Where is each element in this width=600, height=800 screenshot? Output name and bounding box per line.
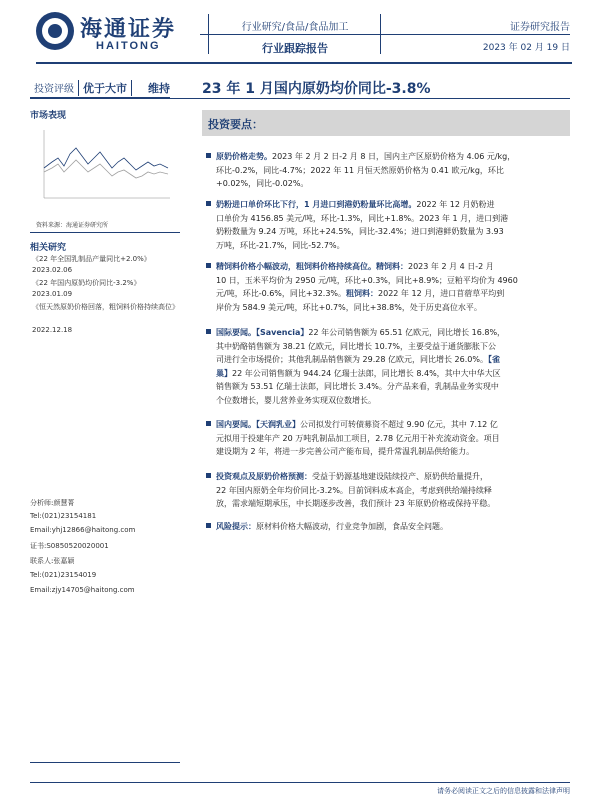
key-points-title: 投资要点： <box>208 118 263 131</box>
key-point-line <box>216 484 570 498</box>
key-point-body-text: 2023 年 2 月 2 日-2 月 8 日，国内主产区原奶价格为 4.06 元/kg， <box>272 152 516 161</box>
logo-emblem-icon <box>36 12 74 50</box>
key-point-line <box>216 212 570 226</box>
related-research-heading: 相关研究 <box>30 243 67 253</box>
key-point-text <box>216 418 570 459</box>
key-point-line <box>216 432 570 446</box>
bullet-square-icon <box>206 421 211 426</box>
key-point-bold-text: 奶粉进口单价环比下行，1 月进口到港奶粉量环比高增。 <box>216 200 417 209</box>
key-point-line <box>216 445 570 459</box>
bottom-divider <box>30 762 180 763</box>
key-point-line <box>216 394 570 408</box>
key-point-body-text: +0.02%，同比-0.02%。 <box>216 179 309 188</box>
key-point-line <box>216 225 570 239</box>
header-rule-thin <box>200 34 570 35</box>
bullet-square-icon <box>206 473 211 478</box>
related-report-date: 2022.12.18 <box>32 326 73 334</box>
section-divider <box>30 232 180 233</box>
key-point-line <box>216 353 570 367</box>
key-points-header <box>202 110 570 136</box>
key-point-line <box>216 239 570 253</box>
key-point-body-text: 受益于奶源基地建设陆续投产、原奶供给量提升， <box>312 472 488 481</box>
document-type: 证券研究报告 <box>510 22 570 33</box>
key-point-line <box>216 340 570 354</box>
key-point-text <box>216 198 570 252</box>
key-point-line <box>216 260 570 274</box>
key-point-bold-text: 巢】 <box>216 368 232 378</box>
bullet-square-icon <box>206 329 211 334</box>
key-point-body-text: 其中奶酪销售额为 38.21 亿欧元，同比增长 10.7%，主要受益于通货膨胀下公 <box>216 341 496 351</box>
key-point-line <box>216 198 570 212</box>
key-point-body-text: 2022 年 12 月，进口苜蓿草平均到 <box>378 289 505 298</box>
key-point-line <box>216 301 570 315</box>
related-report-title[interactable]: 《22 年国内原奶均价同比-3.2%》 <box>32 279 141 287</box>
key-point-body-text: 22 年国内原奶全年均价同比-3.2%。目前饲料成本高企，考虑到供给端持续释 <box>216 485 492 495</box>
key-point-body-text: 放，需求端短期承压，中长期逐步改善，我们预计 23 年原奶价格或保持平稳。 <box>216 499 496 508</box>
rating-label: 投资评级 <box>34 84 74 95</box>
key-point-body-text: 原材料价格大幅波动，行业竞争加剧，食品安全问题。 <box>256 522 448 531</box>
key-point-body-text: 元/吨，环比-0.6%，同比+32.3%。 <box>216 289 347 298</box>
key-point-bold-text: 粗饲料： <box>346 289 379 298</box>
title-rule <box>30 98 570 99</box>
report-date: 2023 年 02 月 19 日 <box>482 43 570 53</box>
related-report-date: 2023.01.09 <box>32 290 73 298</box>
market-performance-chart-svg <box>30 128 180 208</box>
key-point-body-text: 司进行全市场提价；其他乳制品销售额为 29.28 亿欧元，同比增长 26.0%。 <box>216 355 488 364</box>
key-point-line <box>216 470 570 484</box>
key-point-bold-text: 投资观点及原奶价格预测： <box>216 472 312 481</box>
haitong-logo <box>36 12 196 56</box>
contact-phone: Tel:(021)23154019 <box>30 571 97 579</box>
key-point-bold-text: 【雀 <box>487 355 500 364</box>
related-report-title[interactable]: 《恒天然原奶价格回落，粗饲料价格持续高位》 <box>32 303 179 311</box>
bullet-square-icon <box>206 153 211 158</box>
contact-email[interactable]: Email:zjy14705@haitong.com <box>30 586 135 594</box>
key-point-bold-text: 风险提示： <box>216 522 256 531</box>
rating-value: 优于大市 <box>78 80 132 96</box>
chart-source: 资料来源：海通证券研究所 <box>36 222 109 229</box>
key-point-body-text: 岸价为 584.9 美元/吨，环比+0.7%，同比+38.8%，处于历史高位水平。 <box>216 302 482 312</box>
key-point-text <box>216 520 570 534</box>
report-title: 23 年 1 月国内原奶均价同比-3.8% <box>202 81 431 97</box>
key-point-line <box>216 380 570 394</box>
key-point-line <box>216 274 570 288</box>
contact-name: 联系人:张嘉颖 <box>30 557 75 565</box>
rating-maintain: 维持 <box>148 81 170 95</box>
related-report-date: 2023.02.06 <box>32 266 73 274</box>
key-point-body-text: 22 年公司销售额为 944.24 亿瑞士法郎，同比增长 8.4%，其中大中华大区 <box>232 368 501 378</box>
key-point-line <box>216 287 570 301</box>
key-point-line <box>216 497 570 511</box>
analyst-phone: Tel:(021)23154181 <box>30 512 97 520</box>
key-point-body-text: 万吨，环比-21.7%，同比-52.7%。 <box>216 240 345 250</box>
key-point-bold-text: 国内要闻。【天润乳业】 <box>216 420 300 429</box>
market-performance-chart <box>30 128 180 188</box>
key-point-bold-text: 原奶价格走势。 <box>216 152 272 161</box>
key-point-bold-text: 精饲料价格小幅波动，粗饲料价格持续高位。精饲料： <box>216 262 408 271</box>
key-point-text <box>216 470 570 511</box>
footer-rule <box>30 782 570 783</box>
bullet-square-icon <box>206 201 211 206</box>
key-point-body-text: 公司拟发行可转债募资不超过 9.90 亿元，其中 7.12 亿 <box>300 420 498 429</box>
analyst-name: 分析师:颜慧菁 <box>30 499 75 507</box>
header-divider <box>380 14 381 54</box>
key-point-body-text: 环比-0.2%，同比-4.7%；2022 年 11 月恒天然原奶价格为 0.41 欧元/kg，环比 <box>216 165 504 175</box>
key-point-body-text: 奶粉数量为 9.24 万吨，环比+24.5%，同比-32.4%；进口到港鲜奶数量为 3.93 <box>216 227 504 236</box>
key-point-line <box>216 326 570 340</box>
key-point-body-text: 22 年公司销售额为 65.51 亿欧元，同比增长 16.8%， <box>308 328 506 337</box>
logo-english-name: HAITONG <box>96 40 161 52</box>
key-point-body-text: 10 日，玉米平均价为 2950 元/吨，环比+0.3%，同比+8.9%；豆粕平均价为 4960 <box>216 275 518 285</box>
key-point-body-text: 销售额为 53.51 亿瑞士法郎，同比增长 3.4%。分产品来看，乳制品业务实现中 <box>216 382 499 391</box>
key-point-body-text: 2023 年 2 月 4 日-2 月 <box>408 262 494 271</box>
key-point-line <box>216 164 570 178</box>
key-point-line <box>216 367 570 381</box>
key-point-line <box>216 418 570 432</box>
key-point-text <box>216 326 570 407</box>
key-point-text <box>216 150 570 191</box>
key-point-body-text: 个位数增长，婴儿营养业务实现双位数增长。 <box>216 395 376 405</box>
analyst-certificate: 证书:S0850520020001 <box>30 542 109 550</box>
related-report-title[interactable]: 《22 年全国乳制品产量同比+2.0%》 <box>32 255 151 263</box>
report-category: 行业研究/食品/食品加工 <box>241 22 349 33</box>
key-point-body-text: 元拟用于投建年产 20 万吨乳制品加工项目，2.78 亿元用于补充流动资金。项目 <box>216 433 500 443</box>
disclaimer-footer: 请务必阅读正文之后的信息披露和法律声明 <box>437 787 570 795</box>
key-point-line <box>216 150 570 164</box>
key-point-body-text: 建设期为 2 年，将进一步完善公司产能布局，提升常温乳制品供给能力。 <box>216 447 475 456</box>
report-type: 行业跟踪报告 <box>262 42 328 55</box>
key-point-bold-text: 国际要闻。【Savencia】 <box>216 328 309 337</box>
logo-chinese-name: 海通证券 <box>80 16 177 42</box>
key-point-line <box>216 177 570 191</box>
key-point-line <box>216 520 570 534</box>
key-point-body-text: 2022 年 12 月奶粉进 <box>416 200 495 209</box>
market-performance-heading: 市场表现 <box>30 111 67 121</box>
analyst-email[interactable]: Email:yhj12866@haitong.com <box>30 526 136 534</box>
key-point-text <box>216 260 570 314</box>
header-rule <box>36 62 572 64</box>
investment-rating <box>30 78 170 98</box>
bullet-square-icon <box>206 523 211 528</box>
key-point-body-text: 口单价为 4156.85 美元/吨，环比-1.3%，同比+1.8%。2023 年 1 月，进口到港 <box>216 213 509 223</box>
bullet-square-icon <box>206 263 211 268</box>
